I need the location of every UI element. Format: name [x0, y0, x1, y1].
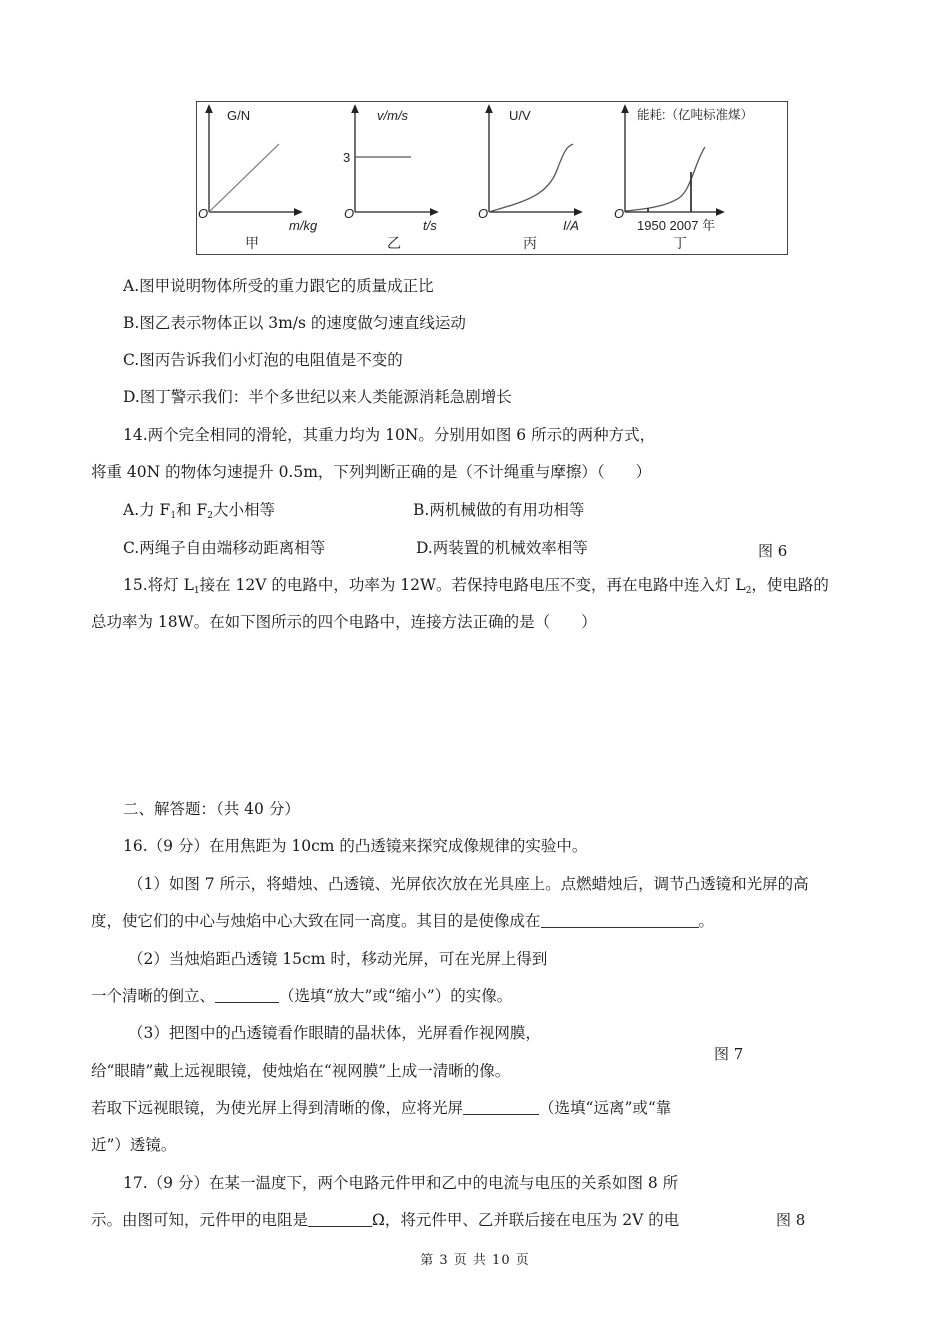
q14-stem-line1: 14.两个完全相同的滑轮，其重力均为 10N。分别用如图 6 所示的两种方式， [123, 426, 656, 444]
q16-p2-line2 [91, 986, 512, 1006]
panel-bing-curve [489, 144, 573, 212]
fig6-label: 图 6 [758, 542, 788, 560]
panel-ding-caption: 丁 [673, 236, 687, 252]
panel-yi-y-label: v/m/s [377, 108, 409, 123]
q15-stem-line1 [123, 575, 829, 601]
q14-option-d: D.两装置的机械效率相等 [416, 539, 588, 557]
q14-option-b: B.两机械做的有用功相等 [413, 501, 585, 519]
panel-yi-y-tick: 3 [343, 150, 351, 165]
panel-bing-caption: 丙 [523, 236, 537, 252]
panel-yi-origin: O [344, 206, 355, 221]
q15-l1-post: ，使电路的 [751, 576, 829, 594]
q14-option-a-post: 大小相等 [212, 501, 275, 519]
q16-p3-line3-pre: 若取下远视眼镜，为使光屏上得到清晰的像，应将光屏 [91, 1099, 464, 1117]
q13-option-c: C.图丙告诉我们小灯泡的电阻值是不变的 [123, 351, 403, 369]
q14-option-a [123, 500, 275, 526]
panel-ding-origin: O [614, 206, 625, 221]
q16-title: 16.（9 分）在用焦距为 10cm 的凸透镜来探究成像规律的实验中。 [123, 837, 588, 855]
q13-option-a: A.图甲说明物体所受的重力跟它的质量成正比 [123, 277, 434, 295]
q16-p3-line2: 给“眼睛”戴上远视眼镜，使烛焰在“视网膜”上成一清晰的像。 [91, 1062, 511, 1080]
q16-answer-blank-2[interactable] [215, 988, 279, 1003]
page-footer: 第 3 页 共 10 页 [420, 1253, 530, 1268]
q15-l1-sub1: 1 [193, 586, 200, 596]
q14-option-a-sub2: 2 [207, 511, 213, 521]
graphs-figure [196, 101, 788, 255]
panel-bing-y-label: U/V [509, 108, 531, 123]
q17-answer-blank-1[interactable] [308, 1212, 372, 1227]
q15-l1-mid: 接在 12V 的电路中，功率为 12W。若保持电路电压不变，再在电路中连入灯 L [199, 576, 746, 594]
q14-option-a-sub1: 1 [170, 511, 177, 521]
panel-jia-line [209, 144, 279, 212]
panel-yi-x-label: t/s [423, 218, 437, 233]
q17-line2-post: Ω，将元件甲、乙并联后接在电压为 2V 的电 [372, 1211, 680, 1229]
q16-p3-line1: （3）把图中的凸透镜看作眼睛的晶状体，光屏看作视网膜， [128, 1024, 541, 1042]
q14-option-a-pre: A.力 F [123, 501, 171, 519]
q14-option-c: C.两绳子自由端移动距离相等 [123, 539, 326, 557]
panel-bing-x-label: I/A [563, 218, 579, 233]
q16-p2-line2-pre: 一个清晰的倒立、 [91, 987, 216, 1005]
q17-stem-line1: 17.（9 分）在某一温度下，两个电路元件甲和乙中的电流与电压的关系如图 8 所 [123, 1174, 679, 1192]
graphs-svg [197, 102, 787, 254]
q16-p3-line3 [91, 1098, 671, 1118]
section2-heading: 二、解答题：（共 40 分） [123, 800, 300, 818]
q15-l1-pre: 15.将灯 L [123, 576, 194, 594]
q14-stem-line2: 将重 40N 的物体匀速提升 0.5m，下列判断正确的是（不计绳重与摩擦）（ ） [91, 463, 652, 481]
panel-ding-x-label: 1950 2007 年 [637, 218, 716, 233]
panel-ding-curve [625, 147, 705, 211]
panel-jia-x-label: m/kg [289, 218, 318, 233]
q13-option-b: B.图乙表示物体正以 3m/s 的速度做匀速直线运动 [123, 314, 466, 332]
q16-answer-blank-1[interactable] [541, 913, 699, 928]
q16-p2-line1: （2）当烛焰距凸透镜 15cm 时，移动光屏，可在光屏上得到 [128, 950, 548, 968]
q16-answer-blank-3[interactable] [463, 1100, 539, 1115]
panel-ding-y-label: 能耗:（亿吨标准煤） [637, 108, 753, 122]
panel-jia-y-label: G/N [227, 108, 251, 123]
q15-stem-line2: 总功率为 18W。在如下图所示的四个电路中，连接方法正确的是（ ） [91, 613, 597, 631]
q16-p1-line2 [91, 911, 714, 931]
q16-p1-line1: （1）如图 7 所示，将蜡烛、凸透镜、光屏依次放在光具座上。点燃蜡烛后，调节凸透镜和光屏的高 [128, 875, 809, 893]
panel-yi-caption: 乙 [387, 236, 401, 252]
q17-stem-line2 [91, 1210, 679, 1230]
panel-bing-origin: O [478, 206, 489, 221]
q16-p1-line2-post: 。 [698, 912, 715, 930]
q15-l1-sub2: 2 [745, 586, 752, 596]
fig7-label: 图 7 [714, 1045, 744, 1063]
q16-p3-line4: 近”）透镜。 [91, 1136, 177, 1154]
q14-option-a-mid: 和 F [176, 501, 208, 519]
panel-jia-origin: O [198, 206, 209, 221]
panel-jia-caption: 甲 [245, 236, 259, 252]
q17-line2-pre: 示。由图可知，元件甲的电阻是 [91, 1211, 309, 1229]
q16-p2-line2-post: （选填“放大”或“缩小”）的实像。 [279, 987, 513, 1005]
q16-p1-line2-pre: 度，使它们的中心与烛焰中心大致在同一高度。其目的是使像成在 [91, 912, 541, 930]
fig8-label: 图 8 [776, 1211, 806, 1229]
q16-p3-line3-post: （选填“远离”或“靠 [539, 1099, 672, 1117]
q13-option-d: D.图丁警示我们：半个多世纪以来人类能源消耗急剧增长 [123, 388, 512, 406]
